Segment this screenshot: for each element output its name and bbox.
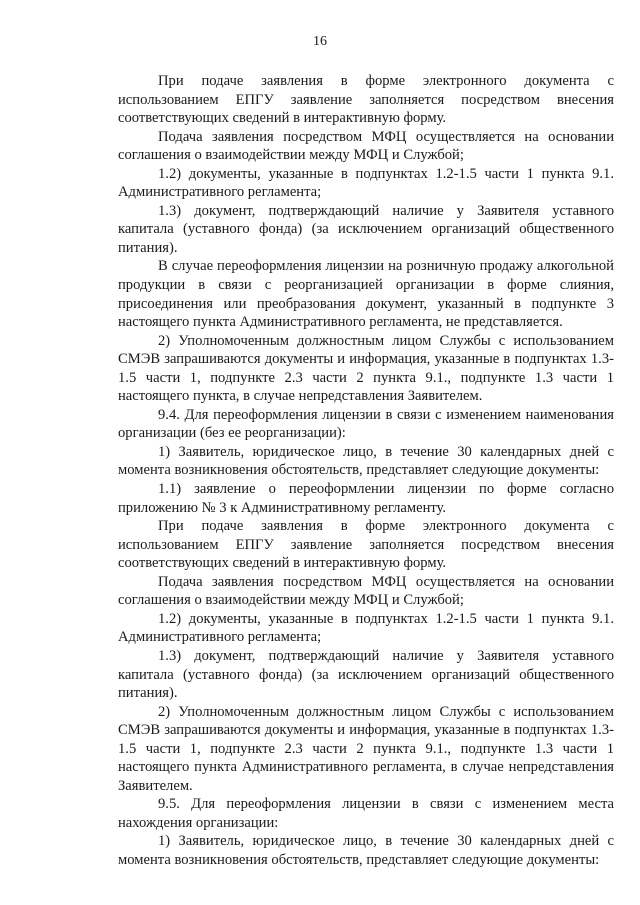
paragraph: 1.1) заявление о переоформлении лицензии по форме согласно приложению № 3 к Административному регламенту. (118, 481, 614, 516)
paragraph: Подача заявления посредством МФЦ осуществляется на основании соглашения о взаимодействии между МФЦ и Службой; (118, 128, 614, 164)
paragraph: 1.2) документы, указанные в подпунктах 1.2-1.5 части 1 пункта 9.1. Административного регламента; (118, 165, 614, 201)
paragraph: 1.2) документы, указанные в подпунктах 1.2-1.5 части 1 пункта 9.1. Административного регламента; (118, 610, 614, 646)
body-text (118, 72, 614, 870)
paragraph: 9.4. Для переоформления лицензии в связи с изменением наименования организации (без ее реорганизации): (118, 406, 614, 442)
paragraph: 2) Уполномоченным должностным лицом Службы с использованием СМЭВ запрашиваются документы и информация, указанные в подпунктах 1.3-1.5 части 1, подпункте 2.3 части 2 пункта 9.1., подпункте 1.3 части 1 настоящего пункта, в случае непредставления Заявителем. (118, 332, 614, 405)
paragraph: В случае переоформления лицензии на розничную продажу алкогольной продукции в связи с реорганизацией организации в форме слияния, присоединения или преобразования документ, указанный в подпункте 3 настоящего пункта Административного регламента, не представляется. (118, 258, 614, 331)
paragraph: 1) Заявитель, юридическое лицо, в течение 30 календарных дней с момента возникновения обстоятельств, представляет следующие документы: (118, 443, 614, 479)
paragraph: 1.3) документ, подтверждающий наличие у Заявителя уставного капитала (уставного фонда) (за исключением организаций общественного питания). (118, 647, 614, 702)
paragraph: 1) Заявитель, юридическое лицо, в течение 30 календарных дней с момента возникновения обстоятельств, представляет следующие документы: (118, 833, 614, 868)
paragraph: Подача заявления посредством МФЦ осуществляется на основании соглашения о взаимодействии между МФЦ и Службой; (118, 573, 614, 609)
page-number: 16 (313, 34, 327, 49)
paragraph: 1.3) документ, подтверждающий наличие у Заявителя уставного капитала (уставного фонда) (за исключением организаций общественного питания). (118, 202, 614, 256)
paragraph: 2) Уполномоченным должностным лицом Службы с использованием СМЭВ запрашиваются документы и информация, указанные в подпунктах 1.3-1.5 части 1, подпункте 2.3 части 2 пункта 9.1., подпункте 1.3 части 1 настоящего пункта Административного регламента, в случае непредставления Заявителем. (118, 703, 614, 794)
paragraph: 9.5. Для переоформления лицензии в связи с изменением места нахождения организации: (118, 796, 614, 831)
paragraph: При подаче заявления в форме электронного документа с использованием ЕПГУ заявление заполняется посредством внесения соответствующих сведений в интерактивную форму. (118, 518, 614, 572)
paragraph: При подаче заявления в форме электронного документа с использованием ЕПГУ заявление заполняется посредством внесения соответствующих сведений в интерактивную форму. (118, 73, 614, 127)
